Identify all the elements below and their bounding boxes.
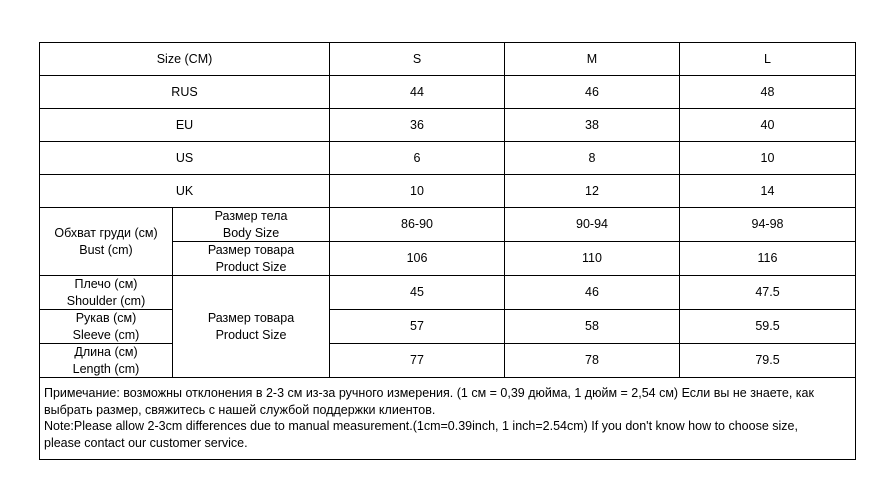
cell-value: 59.5 [680,310,856,344]
cell-value: 77 [330,344,505,378]
note-en-line-2: please contact our customer service. [44,435,248,450]
length-label [40,344,173,378]
cell-value: 47.5 [680,276,856,310]
bust-label-en: Bust (cm) [79,242,133,257]
cell-value: 10 [680,142,856,175]
product-size-group-ru: Размер товара [207,311,295,325]
cell-value: 110 [505,242,680,276]
cell-value: 10 [330,175,505,208]
row-label: EU [40,109,330,142]
cell-value: 8 [505,142,680,175]
table-row-shoulder [40,276,856,310]
table-row-us [40,142,856,175]
measurement-note [40,378,856,460]
shoulder-label-en: Shoulder (cm) [66,293,146,308]
cell-value: 12 [505,175,680,208]
note-ru-line-2: выбрать размер, свяжитесь с нашей службой поддержки клиентов. [44,402,436,417]
table-row-sleeve [40,310,856,344]
table-row-uk [40,175,856,208]
cell-value: 90-94 [505,208,680,242]
cell-value: 58 [505,310,680,344]
shoulder-label [40,276,173,310]
row-label: RUS [40,76,330,109]
product-size-group-en: Product Size [215,327,287,342]
header-size-m: M [505,43,680,76]
cell-value: 44 [330,76,505,109]
shoulder-label-ru: Плечо (см) [74,277,138,291]
sleeve-label [40,310,173,344]
body-size-label-ru: Размер тела [214,209,288,223]
row-label: UK [40,175,330,208]
table-row-rus [40,76,856,109]
header-size-label: Size (CM) [40,43,330,76]
sleeve-label-ru: Рукав (см) [75,311,137,325]
bust-label [40,208,173,276]
cell-value: 106 [330,242,505,276]
bust-label-ru: Обхват груди (см) [54,226,158,240]
sleeve-label-en: Sleeve (cm) [72,327,140,342]
table-header-row [40,43,856,76]
note-en-line-1: Note:Please allow 2-3cm differences due to manual measurement.(1cm=0.39inch, 1 inch=2.54cm) If you don't know how to choose size, [44,419,798,433]
length-label-en: Length (cm) [72,361,140,376]
table-row-bust-body [40,208,856,242]
size-chart [39,42,855,456]
table-row-length [40,344,856,378]
cell-value: 38 [505,109,680,142]
cell-value: 14 [680,175,856,208]
cell-value: 94-98 [680,208,856,242]
table-row-note [40,378,856,460]
cell-value: 116 [680,242,856,276]
row-label: US [40,142,330,175]
cell-value: 36 [330,109,505,142]
cell-value: 86-90 [330,208,505,242]
cell-value: 46 [505,76,680,109]
header-size-s: S [330,43,505,76]
cell-value: 57 [330,310,505,344]
body-size-label-en: Body Size [222,225,280,240]
cell-value: 46 [505,276,680,310]
product-size-label [173,242,330,276]
header-size-l: L [680,43,856,76]
cell-value: 6 [330,142,505,175]
size-table [39,42,856,460]
cell-value: 78 [505,344,680,378]
cell-value: 45 [330,276,505,310]
table-row-eu [40,109,856,142]
length-label-ru: Длина (см) [74,345,138,359]
cell-value: 79.5 [680,344,856,378]
body-size-label [173,208,330,242]
cell-value: 40 [680,109,856,142]
cell-value: 48 [680,76,856,109]
product-size-label-en: Product Size [215,259,287,274]
product-size-group-label [173,276,330,378]
product-size-label-ru: Размер товара [207,243,295,257]
note-ru-line-1: Примечание: возможны отклонения в 2-3 см из-за ручного измерения. (1 см = 0,39 дюйма, 1 дюйм = 2,54 см) Если вы не знаете, как [44,386,814,400]
